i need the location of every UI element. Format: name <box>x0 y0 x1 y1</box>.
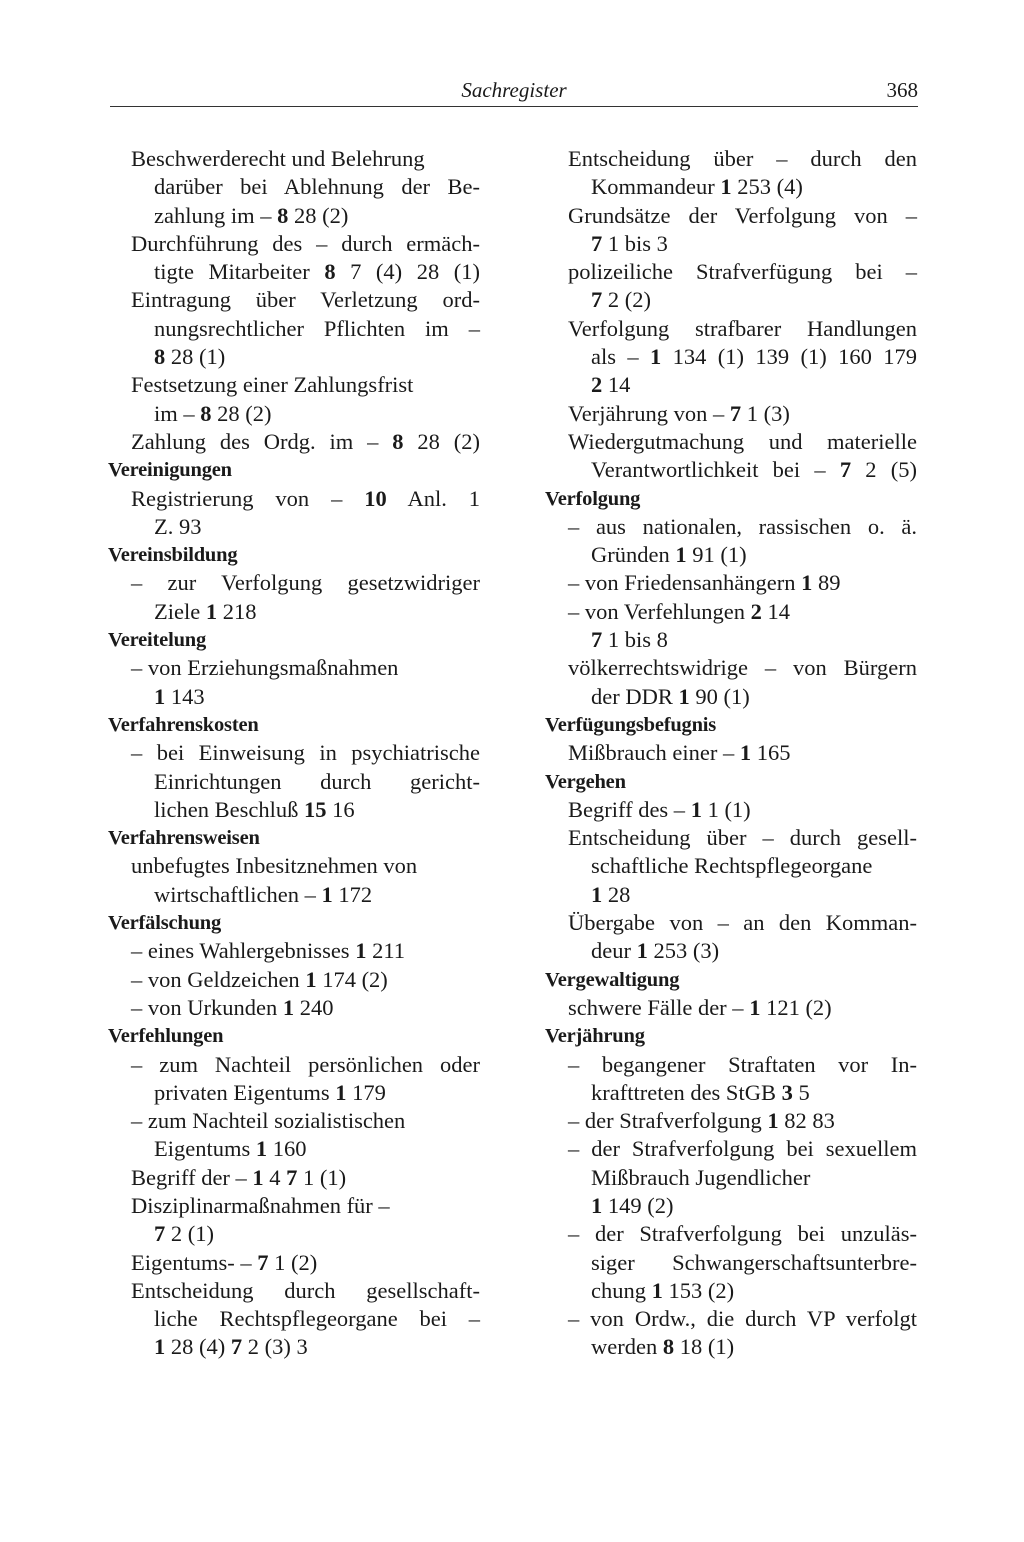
index-continuation-line: 1 28 <box>591 881 631 907</box>
index-continuation-line: chung 1 153 (2) <box>591 1277 735 1303</box>
index-heading: Verfehlungen <box>108 1025 224 1048</box>
index-subentry: Begriff der – 1 4 7 1 (1) <box>131 1164 347 1190</box>
index-heading: Verfahrensweisen <box>108 827 260 850</box>
index-subentry: Registrierung von – 10 Anl. 1 <box>131 485 480 511</box>
index-continuation-line: Verantwortlichkeit bei – 7 2 (5) <box>591 457 917 483</box>
index-subentry: – von Verfehlungen 2 14 <box>568 598 791 624</box>
index-subentry: Mißbrauch einer – 1 165 <box>568 740 791 766</box>
index-subentry: – von Friedensanhängern 1 89 <box>568 570 841 596</box>
index-subentry: Entscheidung über – durch gesell- <box>568 825 917 851</box>
index-subentry: – zur Verfolgung gesetzwidriger <box>131 570 480 596</box>
index-heading: Vergewaltigung <box>545 968 680 991</box>
index-continuation-line: Kommandeur 1 253 (4) <box>591 174 803 200</box>
index-continuation-line: Z. 93 <box>154 513 202 539</box>
index-column-right <box>545 145 917 1362</box>
index-continuation-line: als – 1 134 (1) 139 (1) 160 179 <box>591 344 917 370</box>
index-subentry: – von Urkunden 1 240 <box>131 994 334 1020</box>
index-subentry: – aus nationalen, rassischen o. ä. <box>568 513 917 539</box>
index-heading: Vereinigungen <box>108 459 232 482</box>
index-continuation-line: 7 1 bis 3 <box>591 230 668 256</box>
index-continuation-line: Gründen 1 91 (1) <box>591 542 747 568</box>
index-subentry: – eines Wahlergebnisses 1 211 <box>131 938 405 964</box>
index-continuation-line: deur 1 253 (3) <box>591 938 720 964</box>
index-column-left <box>108 145 480 1362</box>
index-subentry: Festsetzung einer Zahlungsfrist <box>131 372 414 398</box>
index-heading: Vergehen <box>545 770 626 793</box>
page-number: 368 <box>886 78 918 102</box>
index-continuation-line: liche Rechtspflegeorgane bei – <box>154 1306 480 1332</box>
index-subentry: Entscheidung durch gesellschaft- <box>131 1277 480 1303</box>
index-subentry: Wiedergutmachung und materielle <box>568 428 917 454</box>
index-subentry: Zahlung des Ordg. im – 8 28 (2) <box>131 428 480 454</box>
index-subentry: – der Strafverfolgung bei sexuellem <box>568 1136 917 1162</box>
index-subentry: – von Geldzeichen 1 174 (2) <box>131 966 388 992</box>
index-continuation-line: privaten Eigentums 1 179 <box>154 1079 386 1105</box>
index-subentry: – von Erziehungsmaßnahmen <box>131 655 399 681</box>
index-subentry: völkerrechtswidrige – von Bürgern <box>568 655 917 681</box>
index-continuation-line: 1 143 <box>154 683 205 709</box>
index-continuation-line: im – 8 28 (2) <box>154 400 272 426</box>
index-heading: Verfälschung <box>108 912 222 935</box>
index-subentry: Übergabe von – an den Komman- <box>568 910 917 936</box>
index-subentry: Begriff des – 1 1 (1) <box>568 796 751 822</box>
page-header <box>110 76 918 107</box>
index-subentry: – der Strafverfolgung bei unzuläs- <box>568 1221 917 1247</box>
index-continuation-line: 2 14 <box>591 372 631 398</box>
index-continuation-line: werden 8 18 (1) <box>591 1334 735 1360</box>
index-continuation-line: siger Schwangerschaftsunterbre- <box>591 1249 917 1275</box>
index-subentry: Eigentums- – 7 1 (2) <box>131 1249 318 1275</box>
running-title: Sachregister <box>461 78 567 102</box>
index-continuation-line: schaftliche Rechtspflegeorgane <box>591 853 873 879</box>
index-continuation-line: der DDR 1 90 (1) <box>591 683 750 709</box>
index-subentry: polizeiliche Strafverfügung bei – <box>568 259 917 285</box>
index-continuation-line: tigte Mitarbeiter 8 7 (4) 28 (1) <box>154 259 480 285</box>
index-continuation-line: 7 2 (1) <box>154 1221 214 1247</box>
index-continuation-line: 8 28 (1) <box>154 344 226 370</box>
index-continuation-line: 1 28 (4) 7 2 (3) 3 <box>154 1334 308 1360</box>
index-subentry: – bei Einweisung in psychiatrische <box>131 740 480 766</box>
index-continuation-line: nungsrechtlicher Pflichten im – <box>154 315 480 341</box>
index-continuation-line: wirtschaftlichen – 1 172 <box>154 881 373 907</box>
index-continuation-line: Ziele 1 218 <box>154 598 257 624</box>
index-subentry: Beschwerderecht und Belehrung <box>131 146 425 171</box>
index-subentry: unbefugtes Inbesitznehmen von <box>131 853 418 879</box>
index-subentry: Disziplinarmaßnahmen für – <box>131 1192 390 1218</box>
index-heading: Vereinsbildung <box>108 544 238 567</box>
index-subentry: – zum Nachteil persönlichen oder <box>131 1051 480 1077</box>
index-subentry: Grundsätze der Verfolgung von – <box>568 202 917 228</box>
index-subentry: Eintragung über Verletzung ord- <box>131 287 480 313</box>
index-continuation-line: krafttreten des StGB 3 5 <box>591 1079 810 1105</box>
index-subentry: – zum Nachteil sozialistischen <box>131 1108 406 1134</box>
index-continuation-line: 7 1 bis 8 <box>591 627 668 653</box>
index-heading: Verfahrenskosten <box>108 713 259 736</box>
index-subentry: Durchführung des – durch ermäch- <box>131 230 480 256</box>
index-continuation-line: Einrichtungen durch gericht- <box>154 768 480 794</box>
index-heading: Vereitelung <box>108 629 207 652</box>
index-continuation-line: Eigentums 1 160 <box>154 1136 307 1162</box>
index-subentry: schwere Fälle der – 1 121 (2) <box>568 994 832 1020</box>
index-subentry: – begangener Straftaten vor In- <box>568 1051 917 1077</box>
index-subentry: Entscheidung über – durch den <box>568 146 917 171</box>
index-heading: Verfügungsbefugnis <box>545 713 717 736</box>
index-continuation-line: Mißbrauch Jugendlicher <box>591 1164 811 1190</box>
index-continuation-line: darüber bei Ablehnung der Be- <box>154 174 480 200</box>
index-subentry: Verfolgung strafbarer Handlungen <box>568 315 917 341</box>
index-subentry: – von Ordw., die durch VP verfolgt <box>568 1306 917 1332</box>
index-heading: Verjährung <box>545 1025 645 1048</box>
index-continuation-line: 7 2 (2) <box>591 287 651 313</box>
index-continuation-line: 1 149 (2) <box>591 1192 674 1218</box>
index-subentry: Verjährung von – 7 1 (3) <box>568 400 790 426</box>
index-heading: Verfolgung <box>545 487 641 510</box>
index-continuation-line: lichen Beschluß 15 16 <box>154 796 355 822</box>
index-subentry: – der Strafverfolgung 1 82 83 <box>568 1108 835 1134</box>
index-continuation-line: zahlung im – 8 28 (2) <box>154 202 349 228</box>
